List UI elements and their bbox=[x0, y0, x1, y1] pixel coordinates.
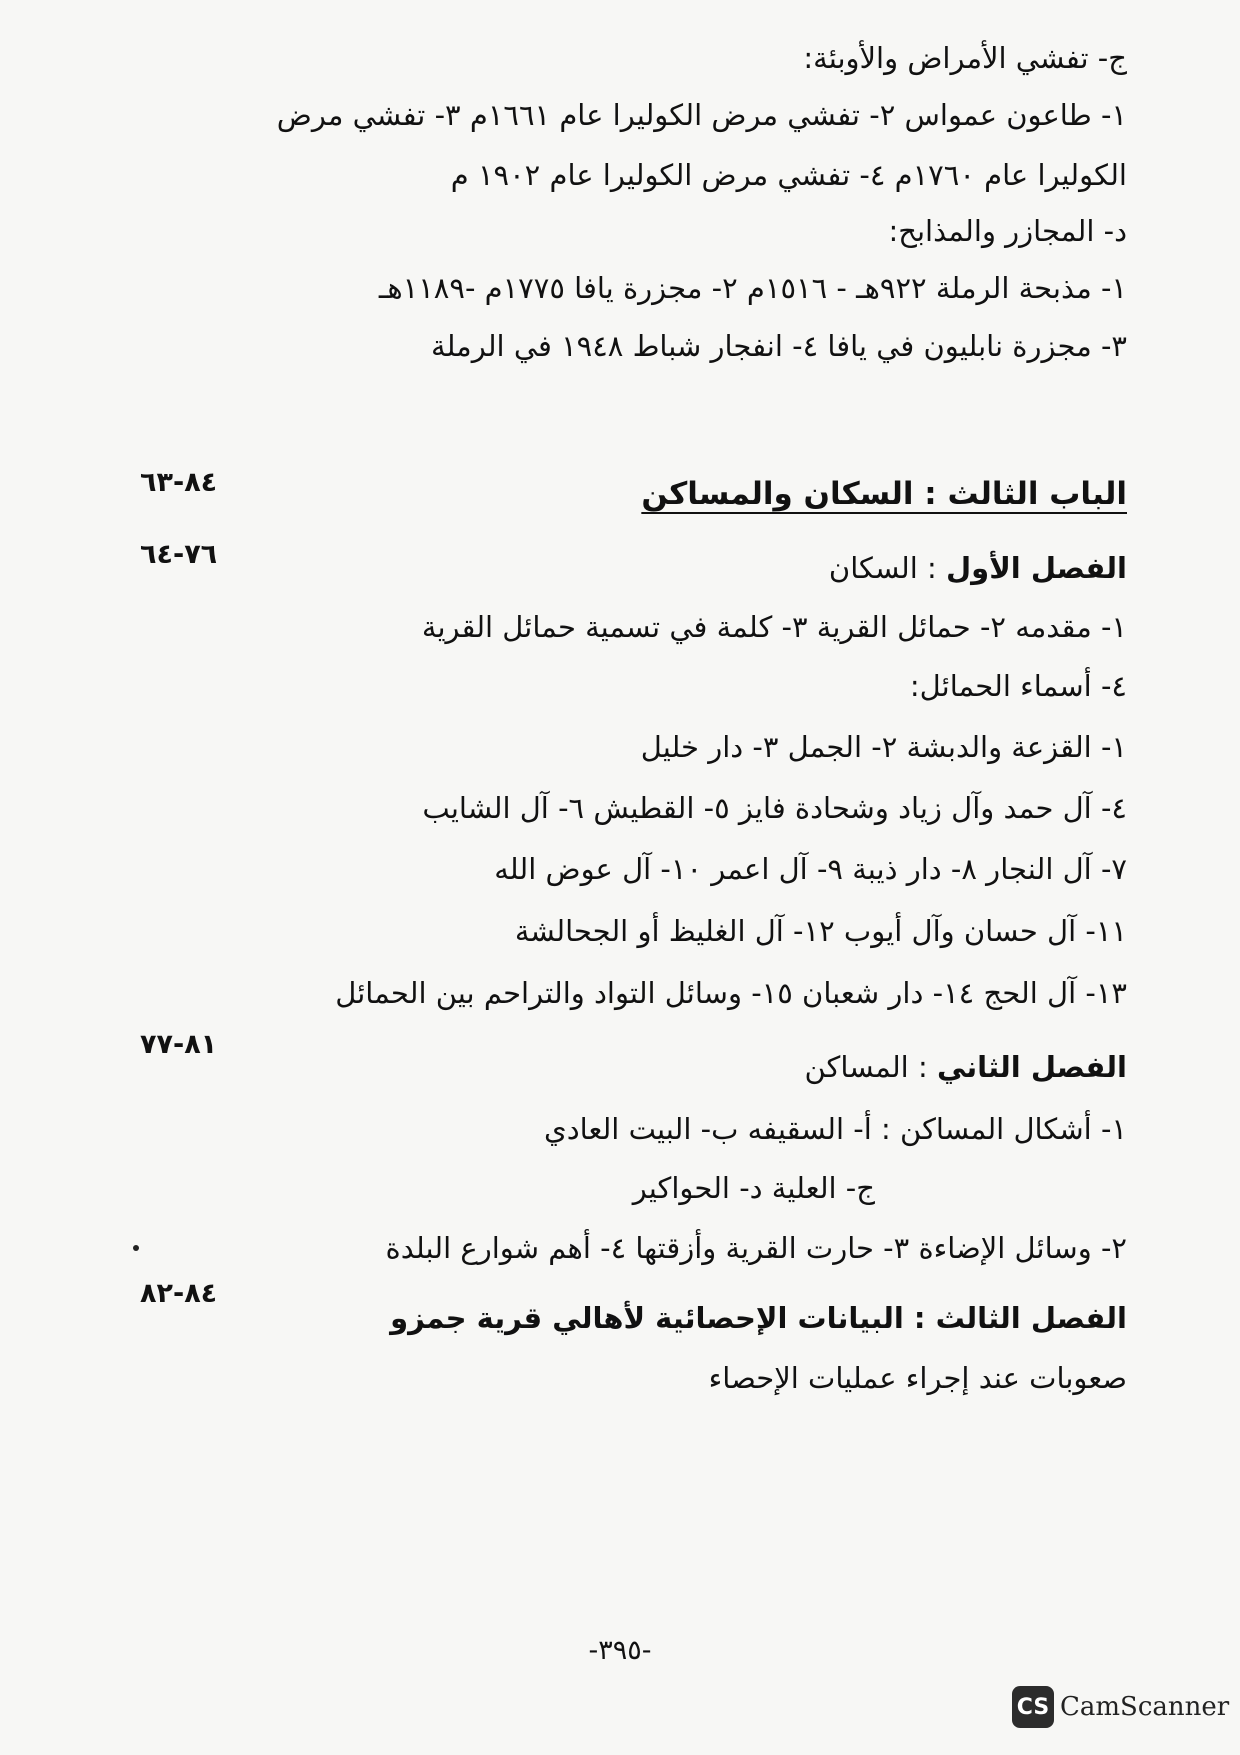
text-line: صعوبات عند إجراء عمليات الإحصاء bbox=[708, 1361, 1127, 1395]
section-title: : المساكن bbox=[804, 1050, 937, 1084]
text-line: ج- تفشي الأمراض والأوبئة: bbox=[803, 41, 1127, 75]
text-line: ١٣- آل الحج ١٤- دار شعبان ١٥- وسائل التواد والتراحم بين الحمائل bbox=[335, 976, 1127, 1010]
chapter-title: الباب الثالث : السكان والمساكن bbox=[641, 476, 1127, 512]
camscanner-logo-icon: CS bbox=[1012, 1686, 1054, 1728]
section-title: : البيانات الإحصائية لأهالي قرية جمزو bbox=[390, 1301, 936, 1335]
section-title: : السكان bbox=[828, 551, 947, 585]
section-label: الفصل الأول bbox=[946, 551, 1127, 585]
text-line: ١- طاعون عمواس ٢- تفشي مرض الكوليرا عام ١٦٦١م ٣- تفشي مرض bbox=[276, 98, 1127, 132]
text-line: ١- القزعة والدبشة ٢- الجمل ٣- دار خليل bbox=[640, 730, 1127, 764]
page-range: ٨١-٧٧ bbox=[140, 1029, 218, 1060]
text-line: الكوليرا عام ١٧٦٠م ٤- تفشي مرض الكوليرا عام ١٩٠٢ م bbox=[450, 158, 1127, 192]
page-range: ٨٤-٨٢ bbox=[140, 1278, 218, 1309]
text-line: ٣- مجزرة نابليون في يافا ٤- انفجار شباط ١٩٤٨ في الرملة bbox=[431, 329, 1127, 363]
watermark-text: CamScanner bbox=[1060, 1692, 1230, 1722]
text-line: ١- مذبحة الرملة ٩٢٢هـ - ١٥١٦م ٢- مجزرة يافا ١٧٧٥م -١١٨٩هـ bbox=[378, 271, 1127, 305]
text-line: ٧- آل النجار ٨- دار ذيبة ٩- آل اعمر ١٠- آل عوض الله bbox=[494, 852, 1127, 886]
stray-dot bbox=[133, 1245, 139, 1251]
text-line: ج- العلية د- الحواكير bbox=[632, 1171, 875, 1205]
text-line: ١- مقدمه ٢- حمائل القرية ٣- كلمة في تسمية حمائل القرية bbox=[421, 610, 1127, 644]
camscanner-watermark bbox=[1012, 1686, 1229, 1728]
text-line: د- المجازر والمذابح: bbox=[888, 214, 1127, 248]
text-line: ٤- آل حمد وآل زياد وشحادة فايز ٥- القطيش ٦- آل الشايب bbox=[422, 791, 1127, 825]
section-label: الفصل الثالث bbox=[935, 1301, 1127, 1335]
text-line: ١١- آل حسان وآل أيوب ١٢- آل الغليظ أو الجحالشة bbox=[514, 914, 1127, 948]
text-line: ٢- وسائل الإضاءة ٣- حارت القرية وأزقتها ٤- أهم شوارع البلدة bbox=[385, 1231, 1127, 1265]
section-heading bbox=[390, 1298, 1127, 1338]
text-line: ١- أشكال المساكن : أ- السقيفه ب- البيت العادي bbox=[544, 1112, 1127, 1146]
page-number: -٣٩٥- bbox=[588, 1635, 652, 1666]
section-heading bbox=[829, 548, 1127, 588]
page-range: ٨٤-٦٣ bbox=[140, 467, 218, 498]
section-label: الفصل الثاني bbox=[936, 1050, 1127, 1084]
section-heading bbox=[804, 1047, 1127, 1087]
text-line: ٤- أسماء الحمائل: bbox=[909, 669, 1127, 703]
page-range: ٧٦-٦٤ bbox=[140, 539, 218, 570]
